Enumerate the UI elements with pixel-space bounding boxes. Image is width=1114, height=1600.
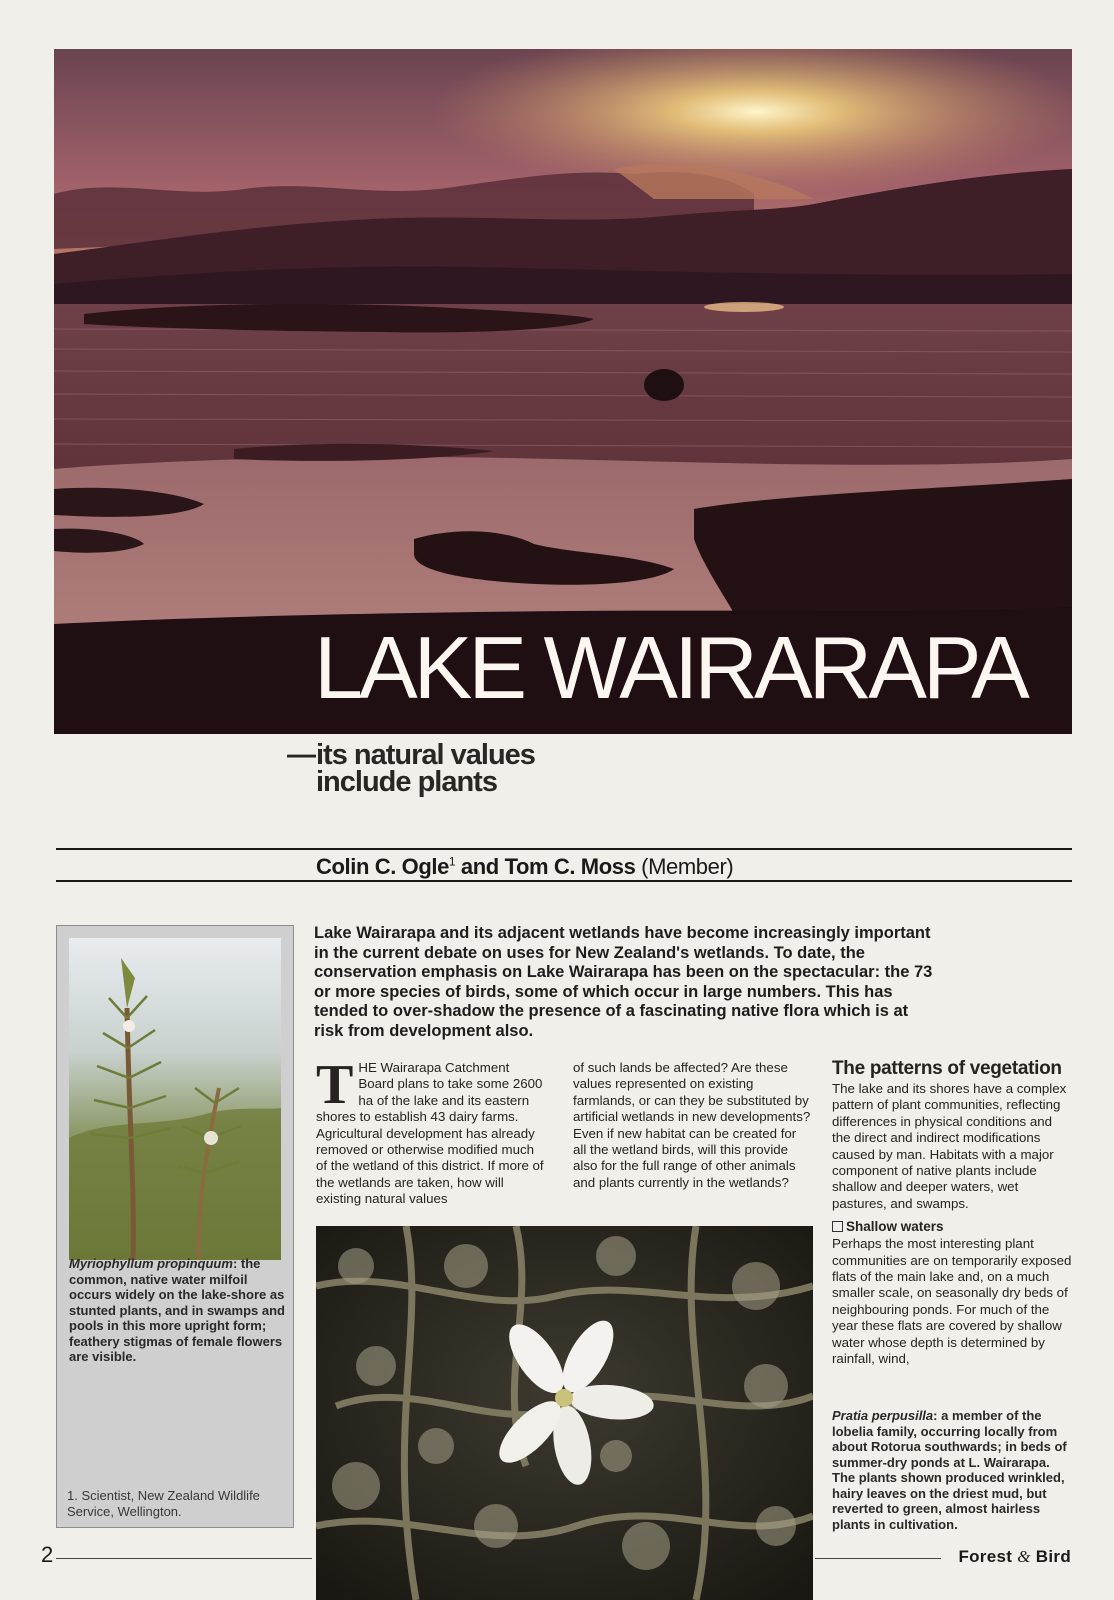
publication-masthead — [958, 1547, 1071, 1567]
page-number: 2 — [41, 1542, 54, 1567]
box-bullet-icon — [832, 1221, 843, 1232]
byline-rule — [56, 880, 1072, 882]
subtitle-dash: — — [287, 739, 315, 771]
page-title: LAKE WAIRARAPA — [314, 618, 1026, 717]
footer-rule-left — [56, 1558, 312, 1559]
pratia-flower-photo — [316, 1226, 813, 1600]
section-heading: The patterns of vegetation — [832, 1058, 1062, 1079]
masthead-forest: Forest — [958, 1547, 1013, 1566]
subheading — [832, 1218, 1072, 1236]
author-1-footnote-mark: 1 — [448, 854, 456, 869]
water-milfoil-illustration — [69, 938, 281, 1260]
top-rule — [56, 848, 1072, 850]
subtitle-text: its natural values include plants — [316, 739, 535, 798]
body-column-2: of such lands be affected? Are these values represented on existing farmlands, or can they be substituted by artificial wetlands in new developments? Even if new habitat can be created for all the wetland birds, will this provide also for the full range of other animals and plants currently in the wetlands? — [573, 1060, 811, 1190]
caption2-species-name: Pratia perpusilla — [832, 1408, 934, 1423]
caption-species-name: Myriophyllum propinquum — [69, 1256, 233, 1271]
pratia-flower-illustration — [316, 1226, 813, 1600]
sidebar-box — [56, 925, 294, 1528]
footer-rule-right — [815, 1558, 941, 1559]
flower-photo-caption — [832, 1408, 1072, 1532]
hero-photo — [54, 49, 1072, 734]
section-paragraph-1: The lake and its shores have a complex pattern of plant communities, reflecting differences in physical conditions and the direct and indirect modifications caused by man. Habitats with a major component of native plants include shallow and deeper waters, wet pastures, and swamps. — [832, 1081, 1067, 1211]
body-column-3 — [832, 1058, 1072, 1368]
subheading-text: Shallow waters — [846, 1219, 944, 1235]
section-paragraph-2: Perhaps the most interesting plant communities are on temporarily exposed flats of the main lake and, on a much smaller scale, on seasonally dry beds of neighbouring ponds. For much of the year these flats are covered by shallow water whose depth is determined by rainfall, wind, — [832, 1236, 1072, 1367]
body-column-1 — [316, 1054, 548, 1208]
lead-paragraph: Lake Wairarapa and its adjacent wetlands have become increasingly important in the current debate on uses for New Zealand's wetlands. To date, the conservation emphasis on Lake Wairarapa has been on the spectacular: the 73 or more species of birds, some of which occur in large numbers. This has tended to over-shadow the presence of a fascinating native flora which is at risk from development also. — [314, 924, 933, 1040]
author-2: Tom C. Moss — [504, 854, 636, 879]
byline-and: and — [460, 854, 499, 879]
caption-text: : the common, native water milfoil occurs widely on the lake-shore as stunted plants, and in swamps and pools in this more upright form; feathery stigmas of female flowers are visible. — [69, 1256, 285, 1364]
drop-cap: T — [316, 1054, 354, 1116]
author-footnote: 1. Scientist, New Zealand Wildlife Service, Wellington. — [67, 1488, 260, 1519]
masthead-bird: Bird — [1035, 1547, 1071, 1566]
masthead-ampersand: & — [1017, 1547, 1031, 1566]
author-2-role: (Member) — [641, 854, 734, 879]
caption2-text: : a member of the lobelia family, occurring locally from about Rotorua southwards; in beds of summer-dry ponds at L. Wairarapa. The plants shown produced wrinkled, hairy leaves on the driest mud, but reverted to green, almost hairless plants in cultivation. — [832, 1408, 1067, 1532]
byline — [316, 854, 733, 880]
article-subtitle — [287, 739, 547, 798]
water-milfoil-photo — [69, 938, 281, 1260]
author-1: Colin C. Ogle — [316, 854, 449, 879]
sidebar-photo-caption — [69, 1256, 291, 1365]
body-column-1-text: HE Wairarapa Catchment Board plans to take some 2600 ha of the lake and its eastern shores to establish 43 dairy farms. Agricultural development has already removed or otherwise modified much of the wetland of this district. If more of the wetlands are taken, how will existing natural values — [316, 1060, 544, 1207]
